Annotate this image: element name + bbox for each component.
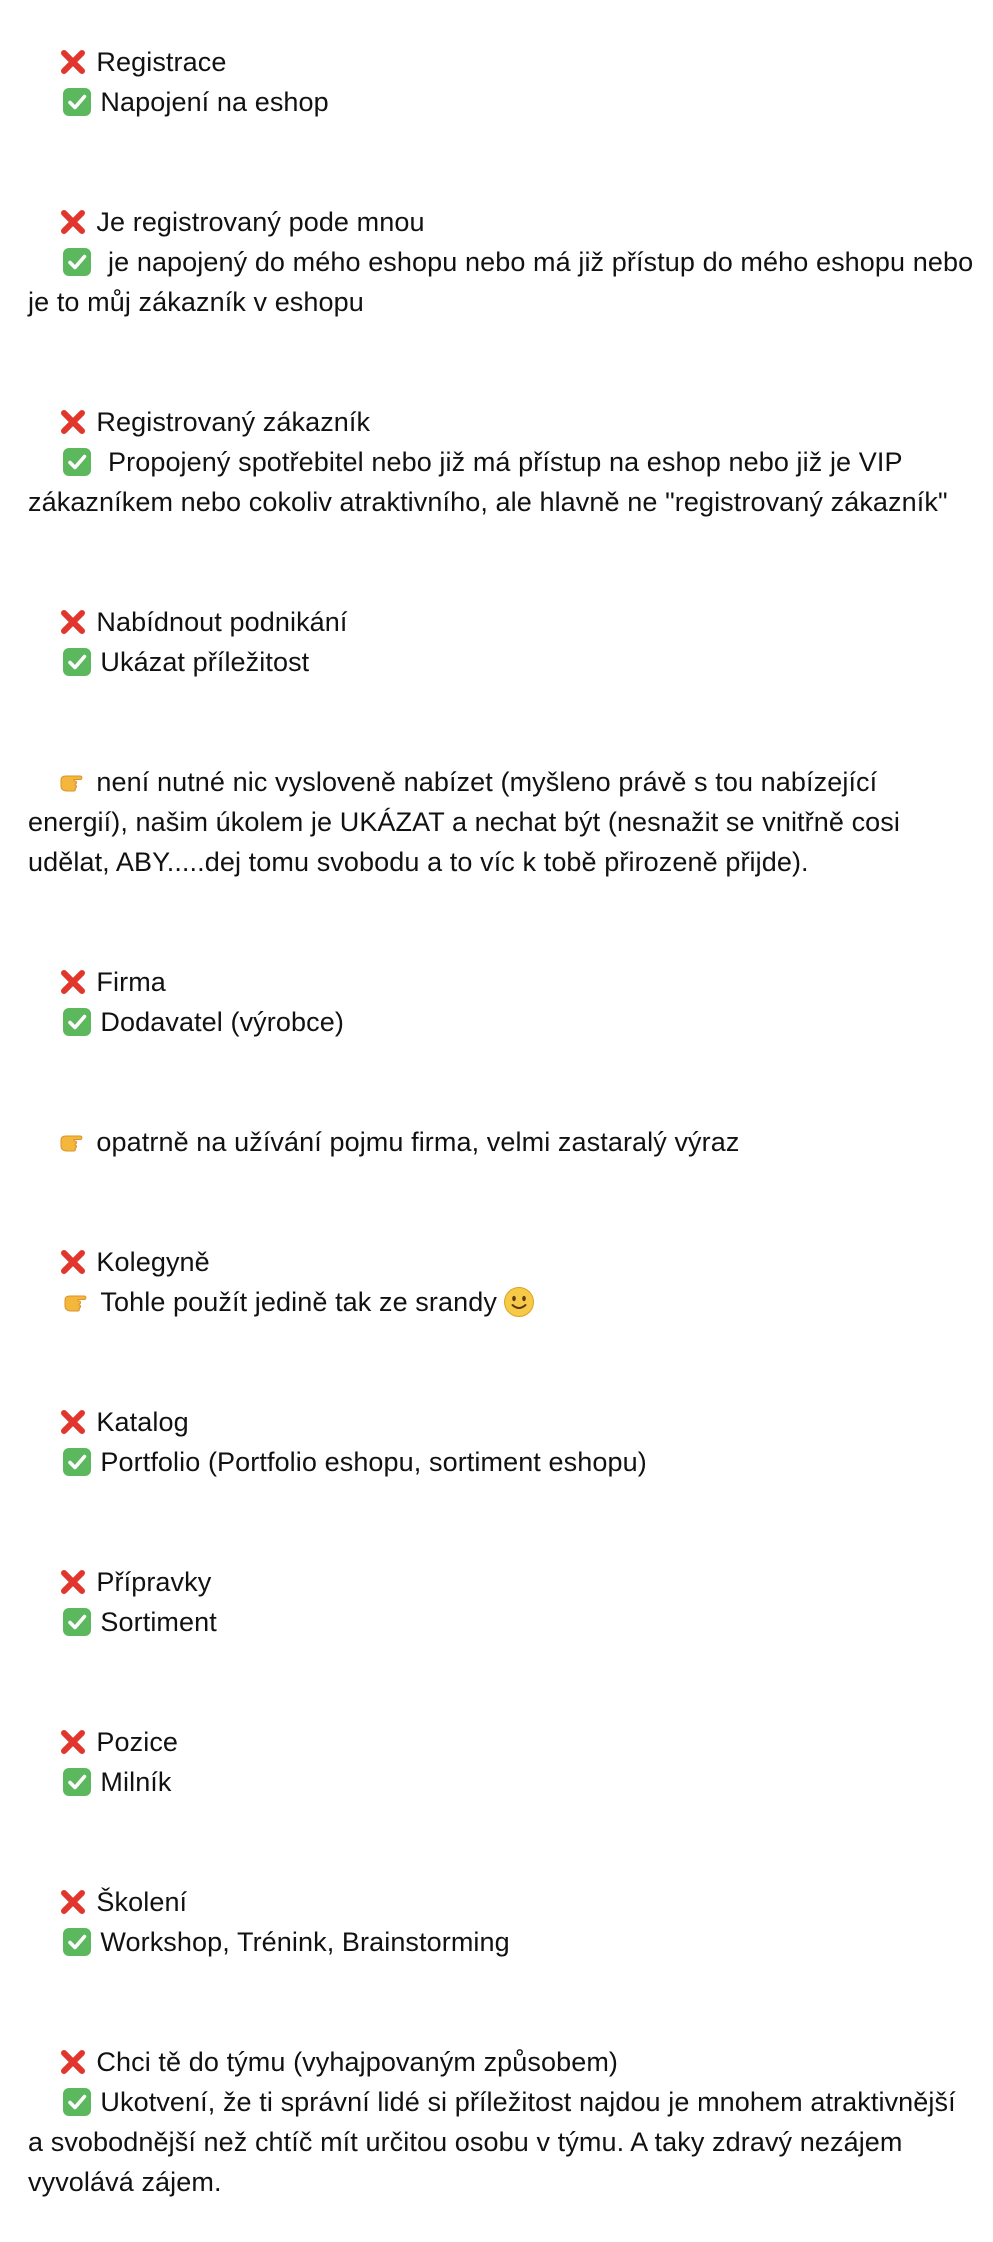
list-item-text: Firma: [96, 967, 166, 997]
list-item: [28, 922, 978, 1082]
list-item-text: Ukázat příležitost: [100, 647, 310, 677]
list-item-text: Přípravky: [96, 1567, 212, 1597]
list-item: [28, 2002, 978, 2242]
list-item-text: Dodavatel (výrobce): [100, 1007, 344, 1037]
cross-mark-icon: [58, 207, 88, 237]
list-item: [28, 1842, 978, 2002]
slightly-smiling-face-icon: [503, 1286, 535, 1318]
list-item: [28, 1202, 978, 1362]
list-item: [28, 162, 981, 362]
list-item-text: Tohle použít jedině tak ze srandy: [100, 1287, 497, 1317]
list-item-text: Je registrovaný pode mnou: [96, 207, 425, 237]
backhand-index-pointing-right-icon: [62, 1287, 92, 1317]
document-body: [28, 2, 981, 2242]
cross-mark-icon: [58, 1407, 88, 1437]
list-item-text: Napojení na eshop: [100, 87, 329, 117]
cross-mark-icon: [58, 1887, 88, 1917]
check-mark-button-icon: [62, 1007, 92, 1037]
check-mark-button-icon: [62, 647, 92, 677]
list-item-text: Pozice: [96, 1727, 179, 1757]
list-item-text: Ukotvení, že ti správní lidé si příležitost najdou je mnohem atraktivnější a svobodnější než chtíč mít určitou osobu v týmu. A taky zdravý nezájem vyvolává zájem.: [28, 2087, 964, 2197]
list-item: [28, 2, 978, 162]
list-item-text: Sortiment: [100, 1607, 217, 1637]
backhand-index-pointing-right-icon: [58, 1127, 88, 1157]
check-mark-button-icon: [62, 247, 92, 277]
list-item-text: Workshop, Trénink, Brainstorming: [100, 1927, 510, 1957]
list-item-text: Nabídnout podnikání: [96, 607, 348, 637]
cross-mark-icon: [58, 47, 88, 77]
list-item: [28, 1682, 978, 1842]
list-item-text: Propojený spotřebitel nebo již má přístup na eshop nebo již je VIP zákazníkem nebo cokoliv atraktivního, ale hlavně ne "registrovaný zákazník": [28, 447, 948, 517]
check-mark-button-icon: [62, 1447, 92, 1477]
cross-mark-icon: [58, 607, 88, 637]
list-item-text: Portfolio (Portfolio eshopu, sortiment eshopu): [100, 1447, 647, 1477]
check-mark-button-icon: [62, 1607, 92, 1637]
list-item-text: opatrně na užívání pojmu firma, velmi zastaralý výraz: [96, 1127, 740, 1157]
list-item-text: Chci tě do týmu (vyhajpovaným způsobem): [96, 2047, 619, 2077]
list-item: [28, 362, 978, 562]
list-item-text: Milník: [100, 1767, 172, 1797]
check-mark-button-icon: [62, 1767, 92, 1797]
cross-mark-icon: [58, 967, 88, 997]
cross-mark-icon: [58, 407, 88, 437]
backhand-index-pointing-right-icon: [58, 767, 88, 797]
list-item-text: není nutné nic vysloveně nabízet (myšleno právě s tou nabízející energií), našim úkolem je UKÁZAT a nechat být (nesnažit se vnitřně cosi udělat, ABY.....dej tomu svobodu a to víc k tobě přirozeně přijde).: [28, 767, 908, 877]
cross-mark-icon: [58, 2047, 88, 2077]
list-item-text: Kolegyně: [96, 1247, 210, 1277]
list-item-text: Školení: [96, 1887, 195, 1917]
list-item: [28, 562, 978, 722]
check-mark-button-icon: [62, 1927, 92, 1957]
list-item-text: Registrovaný zákazník: [96, 407, 378, 437]
cross-mark-icon: [58, 1247, 88, 1277]
check-mark-button-icon: [62, 2087, 92, 2117]
check-mark-button-icon: [62, 447, 92, 477]
list-item: [28, 1522, 978, 1682]
list-item: [28, 1362, 978, 1522]
list-item-text: je napojený do mého eshopu nebo má již přístup do mého eshopu nebo je to můj zákazník v eshopu: [28, 247, 981, 317]
list-item-text: Registrace: [96, 47, 227, 77]
check-mark-button-icon: [62, 87, 92, 117]
list-item: [28, 722, 978, 922]
list-item-text: Katalog: [96, 1407, 189, 1437]
cross-mark-icon: [58, 1727, 88, 1757]
cross-mark-icon: [58, 1567, 88, 1597]
list-item: [28, 1082, 978, 1202]
